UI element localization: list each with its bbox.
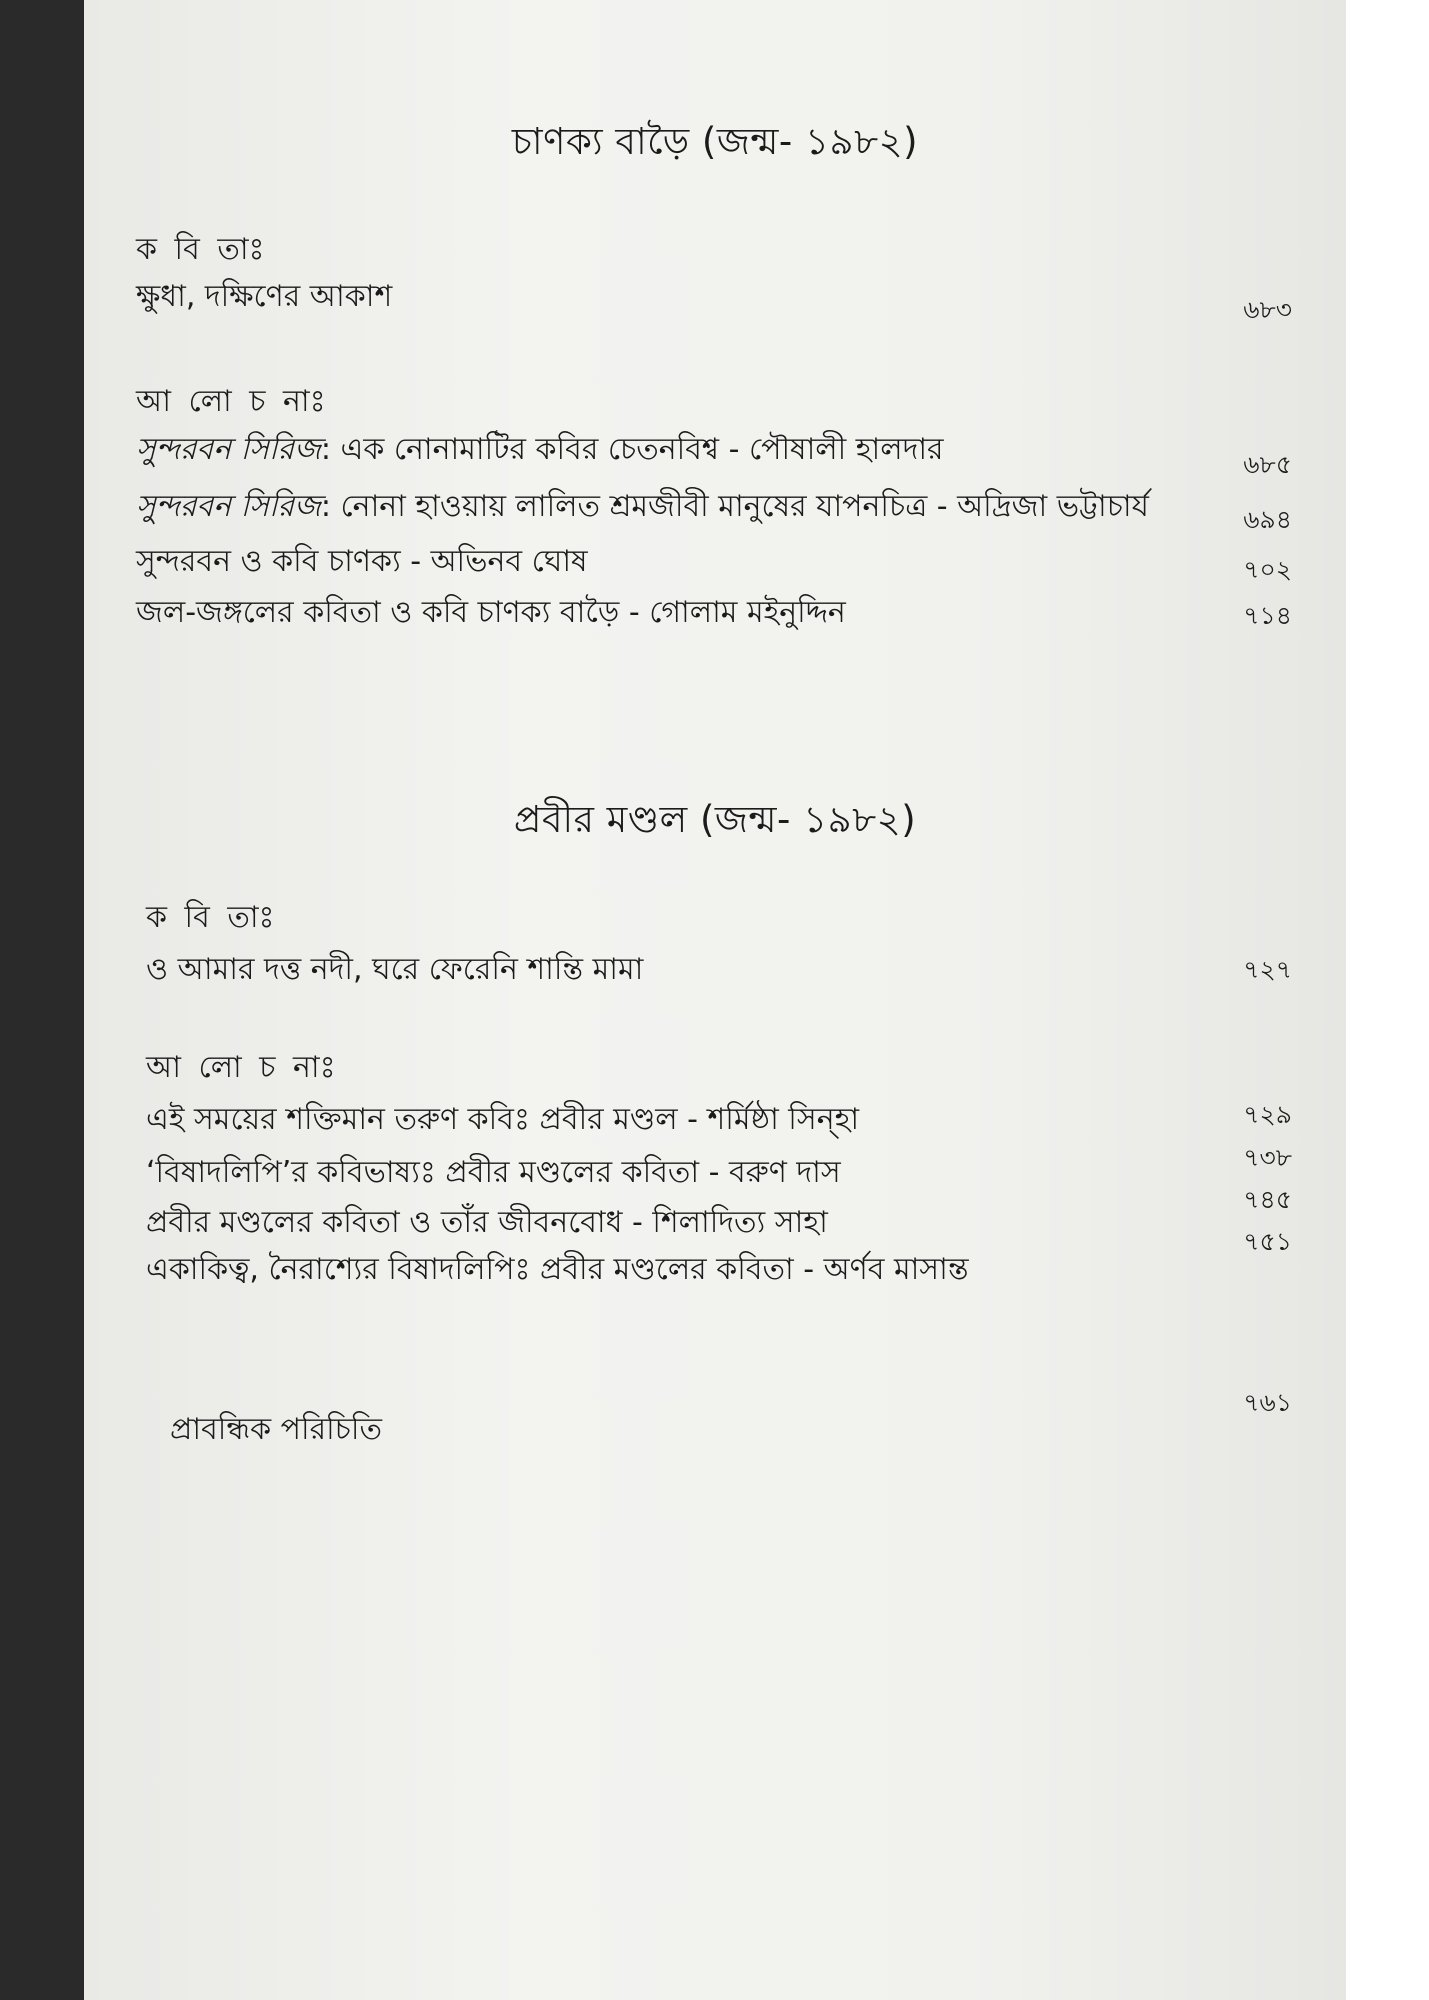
toc-entry: একাকিত্ব, নৈরাশ্যের বিষাদলিপিঃ প্রবীর মণ্ডলের কবিতা - অর্ণব মাসান্ত: [146, 1252, 969, 1287]
toc-entry: জল-জঙ্গলের কবিতা ও কবি চাণক্য বাড়ৈ - গোলাম মইনুদ্দিন: [136, 595, 846, 630]
toc-entry: এই সময়ের শক্তিমান তরুণ কবিঃ প্রবীর মণ্ডল - শর্মিষ্ঠা সিন্‌হা: [146, 1102, 860, 1137]
toc-entry: সুন্দরবন ও কবি চাণক্য - অভিনব ঘোষ: [136, 544, 588, 579]
book-page: [84, 0, 1346, 2000]
page-number: ৭৫১: [1243, 1227, 1292, 1256]
poems-label: ক বি তাঃ: [136, 232, 269, 267]
page-edge: [1346, 0, 1429, 2000]
page-number: ৬৯৪: [1243, 505, 1292, 534]
toc-entry: প্রবীর মণ্ডলের কবিতা ও তাঁর জীবনবোধ - শিলাদিত্য সাহা: [146, 1205, 828, 1240]
page-number: ৭২৯: [1243, 1100, 1292, 1129]
page-number: ৬৮৫: [1243, 450, 1292, 479]
section-heading: চাণক্য বাড়ৈ (জন্ম- ১৯৮২): [511, 120, 919, 163]
page-number: ৭৪৫: [1243, 1185, 1292, 1214]
page-number: ৭০২: [1243, 555, 1292, 584]
page-number: ৭৩৮: [1243, 1143, 1292, 1172]
page-number: ৬৮৩: [1243, 295, 1292, 324]
toc-entry: ক্ষুধা, দক্ষিণের আকাশ: [136, 279, 393, 314]
page-number: ৭১৪: [1243, 601, 1292, 630]
page-number: ৭২৭: [1243, 955, 1292, 984]
toc-entry: [136, 482, 1149, 533]
criticism-label: আ লো চ নাঃ: [136, 384, 330, 419]
poems-label: ক বি তাঃ: [146, 900, 279, 935]
toc-entry: ‘বিষাদলিপি’র কবিভাষ্যঃ প্রবীর মণ্ডলের কবিতা - বরুণ দাস: [146, 1155, 841, 1190]
criticism-label: আ লো চ নাঃ: [146, 1050, 340, 1085]
section-heading: প্রবীর মণ্ডল (জন্ম- ১৯৮২): [513, 798, 917, 841]
entry-title: : নোনা হাওয়ায় লালিত শ্রমজীবী মানুষের যাপনচিত্র - অদ্রিজা ভট্টাচার্য: [320, 489, 1149, 524]
series-name: সুন্দরবন সিরিজ: [136, 432, 321, 467]
toc-entry: ও আমার দত্ত নদী, ঘরে ফেরেনি শান্তি মামা: [146, 952, 644, 987]
toc-entry: [136, 425, 944, 476]
page-number: ৭৬১: [1243, 1388, 1292, 1417]
contributors-entry: প্রাবন্ধিক পরিচিতি: [170, 1412, 382, 1447]
entry-title: : এক নোনামাটির কবির চেতনবিশ্ব - পৌষালী হালদার: [320, 432, 944, 467]
series-name: সুন্দরবন সিরিজ: [136, 489, 321, 524]
